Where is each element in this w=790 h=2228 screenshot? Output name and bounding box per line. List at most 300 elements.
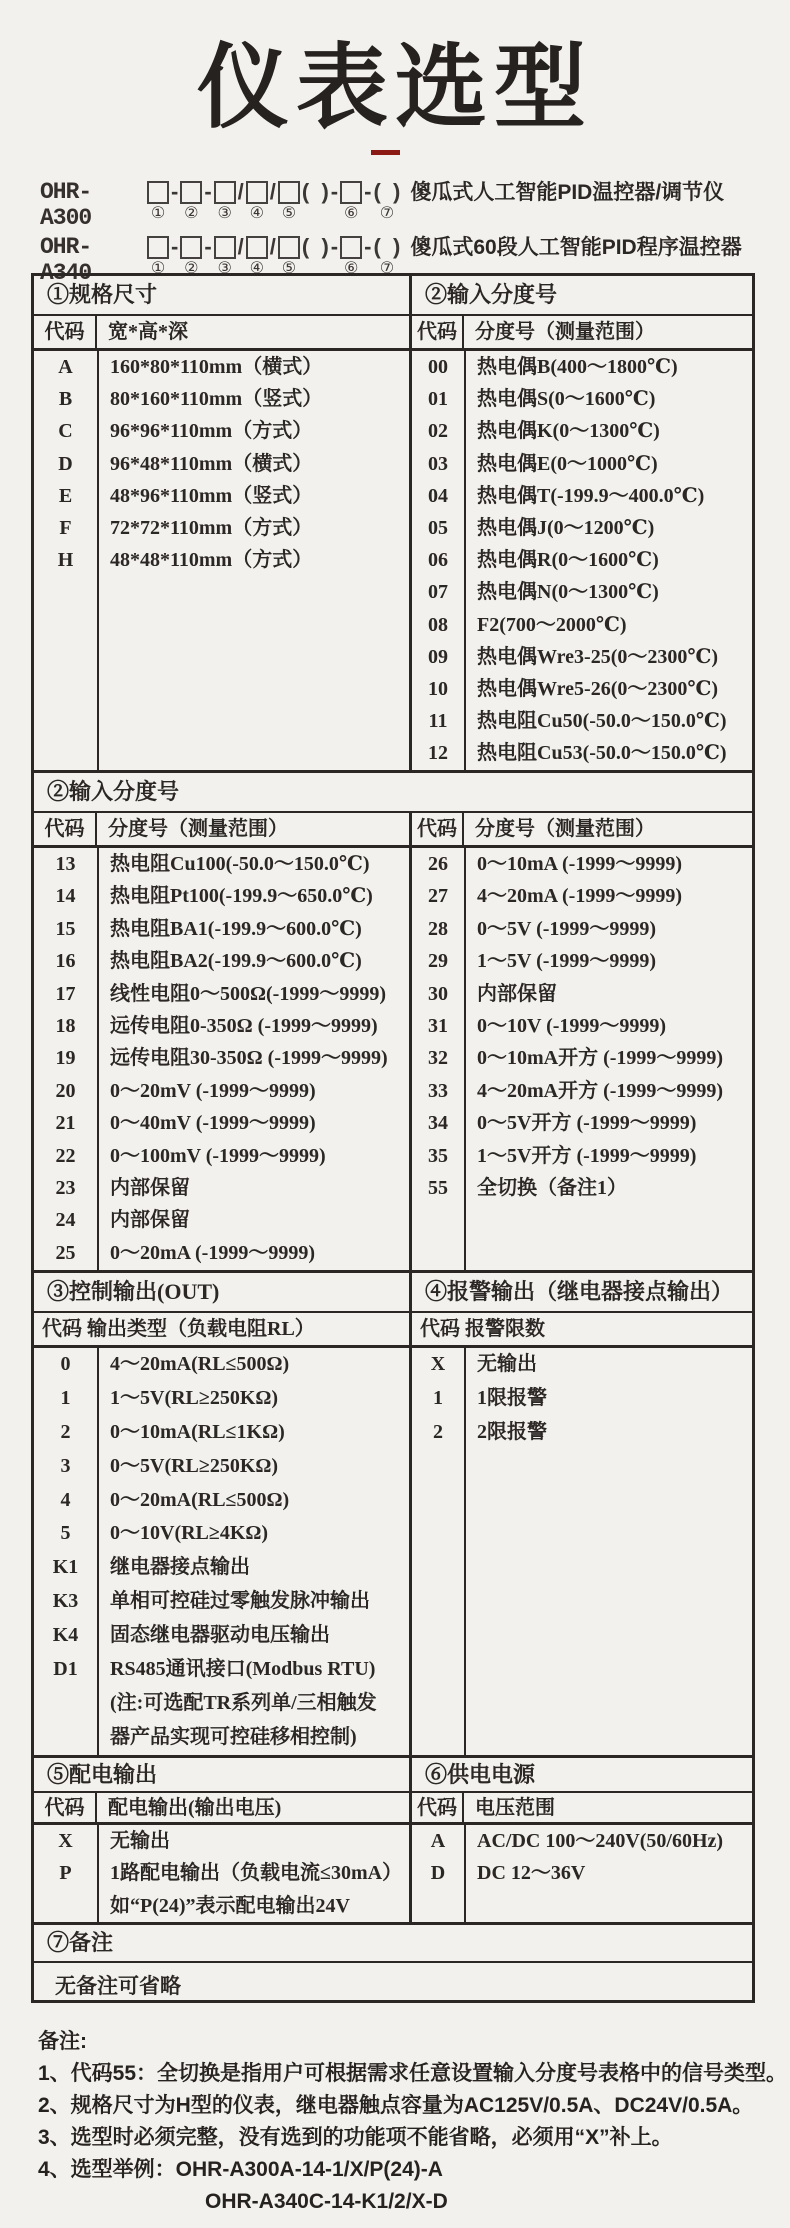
- row-value: 热电偶Wre3-25(0～2300℃): [477, 645, 718, 668]
- row-value: 固态继电器驱动电压输出: [110, 1624, 330, 1647]
- row-code: 09: [428, 645, 448, 668]
- row-value: AC/DC 100～240V(50/60Hz): [477, 1830, 724, 1852]
- table-header: [412, 1793, 752, 1825]
- code-separator: [331, 234, 338, 278]
- row-code: 34: [428, 1112, 448, 1135]
- separator-glyph: /: [237, 234, 244, 259]
- section-power-supply: [412, 1758, 752, 1922]
- table-header: [34, 813, 409, 848]
- row-value: 全切换（备注1）: [477, 1176, 627, 1199]
- table-row: [412, 544, 752, 576]
- code-position-slot: [214, 179, 236, 223]
- circled-position-number: ④: [249, 260, 264, 277]
- row-code: 23: [55, 1176, 76, 1199]
- row-code: 19: [55, 1047, 76, 1070]
- order-code-tokens: [146, 234, 401, 278]
- row-code: D: [430, 1862, 446, 1885]
- row-value: 2限报警: [477, 1420, 547, 1443]
- row-code: 4: [60, 1488, 71, 1511]
- section-size-and-input: [34, 276, 752, 770]
- separator-glyph: ( ): [301, 234, 329, 259]
- row-code: 33: [428, 1079, 448, 1102]
- table-row: [34, 1382, 409, 1416]
- table-row: [34, 1653, 409, 1687]
- table-row: [412, 1140, 752, 1172]
- table-row: [34, 1140, 409, 1172]
- row-code: 00: [428, 356, 448, 378]
- table-row: [412, 1010, 752, 1042]
- row-value: 热电偶T(-199.9～400.0℃): [477, 484, 705, 507]
- code-separator: [204, 234, 211, 278]
- code-position-slot: [278, 234, 300, 278]
- row-code: 0: [60, 1353, 71, 1375]
- row-code: [34, 1687, 97, 1721]
- row-value: 0～20mA (-1999～9999): [110, 1241, 315, 1264]
- header-text: 代码 报警限数: [420, 1318, 545, 1340]
- input-range-left: [34, 813, 412, 1270]
- row-code: 08: [428, 613, 448, 636]
- table-row: [412, 1416, 752, 1450]
- table-row: [412, 848, 752, 880]
- table-row: [34, 1687, 409, 1721]
- separator-glyph: ( ): [373, 179, 401, 204]
- table-header: [34, 316, 409, 351]
- row-value: 内部保留: [110, 1209, 190, 1232]
- row-value: 单相可控硅过零触发脉冲输出: [110, 1590, 370, 1613]
- header-value: 分度号（测量范围）: [475, 321, 655, 343]
- row-value: 热电阻BA2(-199.9～600.0℃): [110, 950, 362, 973]
- row-value: 0～5V(RL≥250KΩ): [110, 1454, 279, 1477]
- selection-table: [31, 273, 755, 2003]
- placeholder-box: [147, 179, 169, 205]
- row-code: E: [58, 484, 73, 507]
- section-control-and-alarm: [34, 1270, 752, 1755]
- table-row: [34, 1484, 409, 1518]
- placeholder-box: [180, 179, 202, 205]
- code-position-slot: [340, 234, 362, 278]
- row-value: 4～20mA开方 (-1999～9999): [477, 1079, 724, 1102]
- row-value: 热电阻Cu100(-50.0～150.0℃): [110, 853, 370, 875]
- model-description: 傻瓜式人工智能PID温控器/调节仪: [410, 181, 725, 204]
- placeholder-box-icon: [147, 181, 169, 204]
- header-value: 分度号（测量范围）: [475, 818, 655, 840]
- row-value: 4～20mA (-1999～9999): [477, 885, 682, 908]
- circled-position-number: ③: [217, 260, 232, 277]
- table-row: [412, 383, 752, 415]
- table-row: [412, 1172, 752, 1204]
- code-position-slot: [180, 234, 202, 278]
- table-row: [34, 1042, 409, 1074]
- section-title: ④报警输出（继电器接点输出）: [412, 1273, 752, 1313]
- row-value: 4～20mA(RL≤500Ω): [110, 1353, 290, 1375]
- table-row: [34, 1450, 409, 1484]
- row-code: D: [58, 452, 73, 475]
- row-value: 热电偶K(0～1300℃): [477, 420, 660, 443]
- table-row: [34, 1348, 409, 1382]
- table-row: [412, 945, 752, 977]
- placeholder-box-icon: [214, 181, 236, 204]
- footnote-line: OHR-A340C-14-K1/2/X-D: [205, 2190, 448, 2213]
- row-value: 线性电阻0～500Ω(-1999～9999): [110, 982, 386, 1005]
- row-code: [34, 1721, 97, 1755]
- code-position-slot: [246, 179, 268, 223]
- row-code: X: [58, 1830, 73, 1852]
- title-underline-dash: [371, 150, 400, 155]
- row-code: K1: [52, 1556, 79, 1579]
- code-separator: [302, 234, 329, 278]
- row-value: 96*96*110mm（方式）: [110, 420, 313, 443]
- separator-glyph: -: [204, 179, 212, 204]
- table-row: [34, 415, 409, 447]
- row-value: 热电偶N(0～1300℃): [477, 581, 659, 604]
- row-code: 5: [60, 1522, 71, 1545]
- code-position-slot: [340, 179, 362, 223]
- code-separator: [302, 179, 329, 223]
- row-code: 04: [428, 484, 448, 507]
- table-row: [412, 512, 752, 544]
- table-row: [412, 1825, 752, 1857]
- table-row: [34, 1551, 409, 1585]
- table-row: [34, 978, 409, 1010]
- row-value: 0～10mA(RL≤1KΩ): [110, 1420, 285, 1443]
- row-value: F2(700～2000℃): [477, 613, 627, 636]
- row-value: 热电偶B(400～1800℃): [477, 356, 678, 378]
- row-code: 27: [428, 885, 448, 908]
- placeholder-box: [214, 234, 236, 260]
- row-code: C: [58, 420, 73, 443]
- row-code: 32: [428, 1047, 448, 1070]
- row-code: 28: [428, 917, 448, 940]
- table-row: [34, 512, 409, 544]
- circled-position-number: ⑥: [343, 205, 359, 222]
- row-value: 0～5V开方 (-1999～9999): [477, 1112, 697, 1135]
- row-code: 26: [428, 853, 448, 875]
- separator-glyph: /: [269, 234, 276, 259]
- placeholder-box: [246, 179, 268, 205]
- circled-position-number: ⑥: [343, 260, 359, 277]
- circled-position-number: ②: [184, 205, 199, 222]
- table-row: [34, 1010, 409, 1042]
- row-code: 24: [55, 1209, 76, 1232]
- row-code: K3: [52, 1590, 79, 1613]
- separator-glyph: -: [204, 234, 212, 259]
- code-separator: [238, 179, 244, 223]
- row-value: 热电阻Cu53(-50.0～150.0℃): [477, 742, 727, 765]
- row-value: 1～5V (-1999～9999): [477, 950, 657, 973]
- table-row: [412, 415, 752, 447]
- section-input-range-1: [412, 276, 752, 770]
- row-code: 20: [55, 1079, 76, 1102]
- table-body: [412, 351, 752, 770]
- table-header: [412, 316, 752, 351]
- code-separator: [364, 179, 371, 223]
- table-row: [412, 673, 752, 705]
- code-separator: [331, 179, 338, 223]
- placeholder-box: [214, 179, 236, 205]
- placeholder-box: [278, 179, 300, 205]
- section-title: ②输入分度号: [34, 773, 752, 813]
- row-value: 0～20mV (-1999～9999): [110, 1079, 316, 1102]
- table-row: [34, 880, 409, 912]
- table-row: [34, 1204, 409, 1236]
- model-line-a300: [40, 179, 780, 231]
- section-spec-size: [34, 276, 412, 770]
- row-code: 15: [55, 917, 76, 940]
- table-row: [34, 945, 409, 977]
- code-separator: [373, 234, 400, 278]
- table-row: [34, 1237, 409, 1269]
- table-row: [34, 913, 409, 945]
- header-value: 分度号（测量范围）: [108, 818, 288, 840]
- row-value: 1～5V(RL≥250KΩ): [110, 1386, 279, 1409]
- code-separator: [171, 234, 178, 278]
- circled-position-number: ①: [150, 205, 166, 222]
- table-header: [412, 813, 752, 848]
- section-distribution-output: [34, 1758, 412, 1922]
- placeholder-box-icon: [340, 236, 362, 259]
- row-code: 14: [55, 885, 76, 908]
- row-code: K4: [52, 1624, 79, 1647]
- section-title: ③控制输出(OUT): [34, 1273, 409, 1313]
- table-row: [412, 641, 752, 673]
- row-code: 18: [55, 1014, 76, 1037]
- row-code: 1: [60, 1386, 71, 1409]
- placeholder-box-icon: [246, 236, 268, 259]
- code-position-slot: [147, 179, 169, 223]
- code-position-slot: [214, 234, 236, 278]
- row-value: 1限报警: [477, 1386, 547, 1409]
- separator-glyph: -: [330, 179, 339, 204]
- row-code: B: [58, 388, 73, 411]
- row-code: X: [430, 1353, 446, 1375]
- placeholder-box-icon: [278, 236, 300, 259]
- order-code-tokens: [146, 179, 401, 223]
- footnotes-heading: 备注:: [38, 2030, 87, 2053]
- row-code: 01: [428, 388, 448, 411]
- placeholder-box: [340, 179, 362, 205]
- row-code: 03: [428, 452, 448, 475]
- row-code: H: [57, 549, 74, 572]
- row-code: D1: [53, 1658, 78, 1681]
- row-code: P: [59, 1862, 72, 1885]
- row-code: 17: [55, 982, 76, 1005]
- row-code: 29: [428, 950, 448, 973]
- row-code: 55: [428, 1176, 448, 1199]
- row-value: DC 12～36V: [477, 1862, 586, 1885]
- section-control-output: [34, 1273, 412, 1755]
- footnote-line: 1、代码55：全切换是指用户可根据需求任意设置输入分度号表格中的信号类型。: [38, 2062, 788, 2085]
- table-row: [412, 351, 752, 383]
- table-row: [412, 1382, 752, 1416]
- code-position-slot: [278, 179, 300, 223]
- row-code: 07: [428, 581, 448, 604]
- code-separator: [204, 179, 211, 223]
- row-code: 35: [428, 1144, 448, 1167]
- table-body: [34, 351, 409, 770]
- row-value: 热电阻Pt100(-199.9～650.0℃): [110, 885, 373, 908]
- table-row: [34, 383, 409, 415]
- model-name: OHR-A300: [40, 179, 92, 231]
- row-value: 1路配电输出（负载电流≤30mA）: [110, 1862, 403, 1885]
- row-code: 30: [428, 982, 448, 1005]
- model-name: OHR-A340: [40, 234, 92, 286]
- footnote-line: 3、选型时必须完整，没有选到的功能项不能省略，必须用“X”补上。: [38, 2126, 673, 2149]
- placeholder-box-icon: [180, 181, 202, 204]
- code-separator: [238, 234, 244, 278]
- row-code: 10: [428, 677, 448, 700]
- table-row: [34, 848, 409, 880]
- circled-position-number: ②: [184, 260, 199, 277]
- row-value: 80*160*110mm（竖式）: [110, 388, 323, 411]
- circled-position-number: ⑦: [379, 260, 395, 277]
- row-value: 0～20mA(RL≤500Ω): [110, 1488, 290, 1511]
- row-value: 热电阻Cu50(-50.0～150.0℃): [477, 710, 727, 733]
- separator-glyph: -: [171, 179, 179, 204]
- row-value: 内部保留: [477, 982, 557, 1005]
- row-value: 热电偶E(0～1000℃): [477, 452, 658, 475]
- model-description: 傻瓜式60段人工智能PID程序温控器: [410, 236, 742, 259]
- row-code: A: [58, 356, 73, 378]
- footnote-line: 2、规格尺寸为H型的仪表，继电器触点容量为AC125V/0.5A、DC24V/0.5A。: [38, 2094, 754, 2117]
- separator-glyph: ( ): [301, 179, 329, 204]
- code-position-slot: [246, 234, 268, 278]
- remark-content: 无备注可省略: [55, 1974, 181, 1998]
- row-value: 如“P(24)”表示配电输出24V: [110, 1894, 350, 1917]
- table-row: [412, 978, 752, 1010]
- row-value: 0～5V (-1999～9999): [477, 917, 657, 940]
- row-value: 0～10mA开方 (-1999～9999): [477, 1047, 724, 1070]
- circled-position-number: ④: [249, 205, 264, 222]
- row-value: 热电阻BA1(-199.9～600.0℃): [110, 917, 362, 940]
- separator-glyph: /: [237, 179, 244, 204]
- row-value: 72*72*110mm（方式）: [110, 516, 313, 539]
- code-separator: [270, 179, 276, 223]
- row-value: (注:可选配TR系列单/三相触发: [110, 1691, 377, 1714]
- placeholder-box-icon: [147, 236, 169, 259]
- section-title: ①规格尺寸: [34, 276, 409, 316]
- row-value: 0～100mV (-1999～9999): [110, 1144, 326, 1167]
- separator-glyph: -: [364, 234, 372, 259]
- table-row: [34, 1857, 409, 1889]
- section-remark: [34, 1922, 752, 2000]
- row-code: 2: [433, 1420, 443, 1443]
- row-code: 12: [428, 742, 448, 765]
- row-code: 31: [428, 1014, 448, 1037]
- input-range-right: [412, 813, 752, 1270]
- placeholder-box-icon: [180, 236, 202, 259]
- separator-glyph: /: [269, 179, 276, 204]
- table-row: [34, 1619, 409, 1653]
- table-row: [34, 1517, 409, 1551]
- circled-position-number: ③: [217, 205, 232, 222]
- placeholder-box: [246, 234, 268, 260]
- row-value: 无输出: [110, 1830, 170, 1852]
- row-code: A: [430, 1830, 446, 1852]
- table-row: [412, 1042, 752, 1074]
- table-row: [34, 1721, 409, 1755]
- header-code: 代码: [34, 813, 97, 845]
- table-body: [34, 1825, 409, 1922]
- table-body: [412, 848, 752, 1270]
- header-value: 配电输出(输出电压): [108, 1797, 282, 1819]
- table-row: [412, 913, 752, 945]
- row-code: 25: [55, 1241, 76, 1264]
- row-code: 13: [55, 853, 76, 875]
- table-row: [34, 544, 409, 576]
- row-code: 2: [60, 1420, 71, 1443]
- table-body: [34, 848, 409, 1270]
- section-title: ⑥供电电源: [412, 1758, 752, 1793]
- table-row: [412, 1348, 752, 1382]
- separator-glyph: -: [330, 234, 339, 259]
- table-row: [34, 1890, 409, 1922]
- placeholder-box: [180, 234, 202, 260]
- table-row: [34, 1416, 409, 1450]
- table-row: [412, 1107, 752, 1139]
- row-code: 22: [55, 1144, 76, 1167]
- code-separator: [364, 234, 371, 278]
- separator-glyph: -: [364, 179, 372, 204]
- table-body: [412, 1348, 752, 1755]
- table-row: [34, 351, 409, 383]
- circled-position-number: ⑤: [281, 205, 297, 222]
- table-row: [34, 448, 409, 480]
- table-body: [34, 1348, 409, 1755]
- header-code: 代码: [412, 1793, 464, 1822]
- row-value: 远传电阻0-350Ω (-1999～9999): [110, 1014, 378, 1037]
- section-title: ⑤配电输出: [34, 1758, 409, 1793]
- row-code: F: [59, 516, 72, 539]
- row-code: 05: [428, 516, 448, 539]
- row-value: RS485通讯接口(Modbus RTU): [110, 1658, 376, 1681]
- code-separator: [171, 179, 178, 223]
- circled-position-number: ①: [150, 260, 166, 277]
- separator-glyph: -: [171, 234, 179, 259]
- row-value: 48*48*110mm（方式）: [110, 549, 313, 572]
- placeholder-box: [340, 234, 362, 260]
- table-row: [412, 480, 752, 512]
- placeholder-box: [147, 234, 169, 260]
- section-title: ②输入分度号: [412, 276, 752, 316]
- row-code: 02: [428, 420, 448, 443]
- row-value: 远传电阻30-350Ω (-1999～9999): [110, 1047, 388, 1070]
- row-code: 21: [55, 1112, 76, 1135]
- row-value: 0～10mA (-1999～9999): [477, 853, 682, 875]
- table-row: [34, 1825, 409, 1857]
- row-value: 1～5V开方 (-1999～9999): [477, 1144, 697, 1167]
- table-header: [34, 1313, 409, 1348]
- table-body: [412, 1825, 752, 1922]
- header-value: 宽*高*深: [108, 321, 188, 343]
- row-code: [34, 1890, 97, 1922]
- footnotes-lines: [38, 2058, 788, 2218]
- row-value: 0～10V (-1999～9999): [477, 1014, 667, 1037]
- table-row: [412, 576, 752, 608]
- code-position-slot: [180, 179, 202, 223]
- row-value: 内部保留: [110, 1176, 190, 1199]
- section-title: ⑦备注: [34, 1925, 752, 1963]
- table-row: [412, 880, 752, 912]
- row-value: 48*96*110mm（竖式）: [110, 484, 313, 507]
- row-value: 器产品实现可控硅移相控制): [110, 1725, 357, 1748]
- code-separator: [270, 234, 276, 278]
- table-header: [412, 1313, 752, 1348]
- header-code: 代码: [412, 316, 464, 348]
- header-code: 代码: [412, 813, 464, 845]
- table-row: [34, 1585, 409, 1619]
- header-value: 电压范围: [475, 1797, 555, 1819]
- table-row: [412, 448, 752, 480]
